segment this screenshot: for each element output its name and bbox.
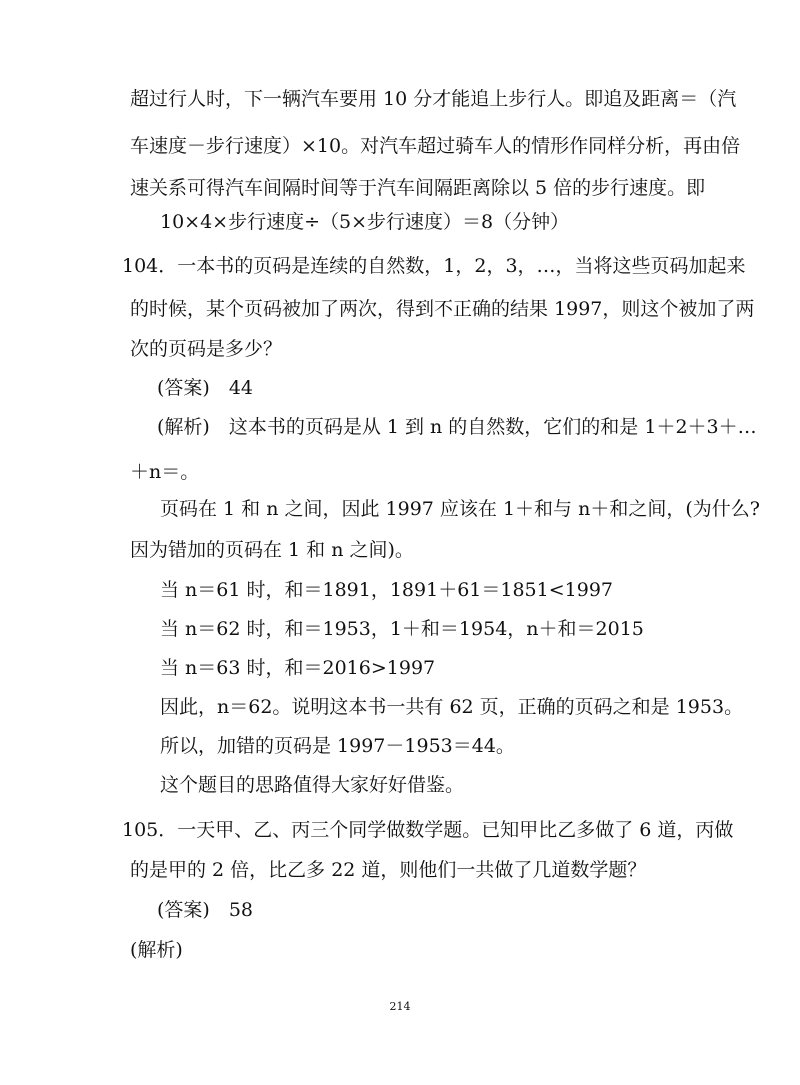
question-105-line: 105．一天甲、乙、丙三个同学做数学题。已知甲比乙多做了 6 道，丙做 <box>122 819 734 841</box>
answer-line: (答案) 44 <box>157 377 254 399</box>
text-line: ＋n＝。 <box>130 461 200 483</box>
text-line: 当 n＝61 时，和＝1891，1891＋61＝1851<1997 <box>160 579 614 601</box>
analysis-line: (解析) 这本书的页码是从 1 到 n 的自然数，它们的和是 1＋2＋3＋… <box>157 416 757 438</box>
question-104-line: 104．一本书的页码是连续的自然数，1，2，3，…，当将这些页码加起来 <box>122 255 746 277</box>
text-line: 超过行人时，下一辆汽车要用 10 分才能追上步行人。即追及距离＝（汽 <box>130 88 737 110</box>
analysis-line: (解析) <box>130 939 183 961</box>
text-line: 这个题目的思路值得大家好好借鉴。 <box>160 774 465 796</box>
answer-line: (答案) 58 <box>157 899 254 921</box>
text-line: 因此，n＝62。说明这本书一共有 62 页，正确的页码之和是 1953。 <box>160 696 744 718</box>
text-line: 当 n＝62 时，和＝1953，1＋和＝1954，n＋和＝2015 <box>160 618 644 640</box>
text-line: 的时候，某个页码被加了两次，得到不正确的结果 1997，则这个被加了两 <box>130 298 755 320</box>
text-line: 速关系可得汽车间隔时间等于汽车间隔距离除以 5 倍的步行速度。即 <box>130 177 706 199</box>
text-line: 页码在 1 和 n 之间，因此 1997 应该在 1＋和与 n＋和之间，(为什么? <box>160 498 760 520</box>
text-line: 因为错加的页码在 1 和 n 之间)。 <box>130 539 414 561</box>
text-line: 所以，加错的页码是 1997－1953＝44。 <box>160 735 515 757</box>
formula-line: 10×4×步行速度÷（5×步行速度）＝8（分钟） <box>160 211 570 233</box>
page-number: 214 <box>389 1000 411 1013</box>
text-line: 车速度－步行速度）×10。对汽车超过骑车人的情形作同样分析，再由倍 <box>130 135 741 157</box>
text-line: 次的页码是多少？ <box>130 338 283 360</box>
text-line: 当 n＝63 时，和＝2016>1997 <box>160 657 436 679</box>
text-line: 的是甲的 2 倍，比乙多 22 道，则他们一共做了几道数学题？ <box>130 859 647 881</box>
